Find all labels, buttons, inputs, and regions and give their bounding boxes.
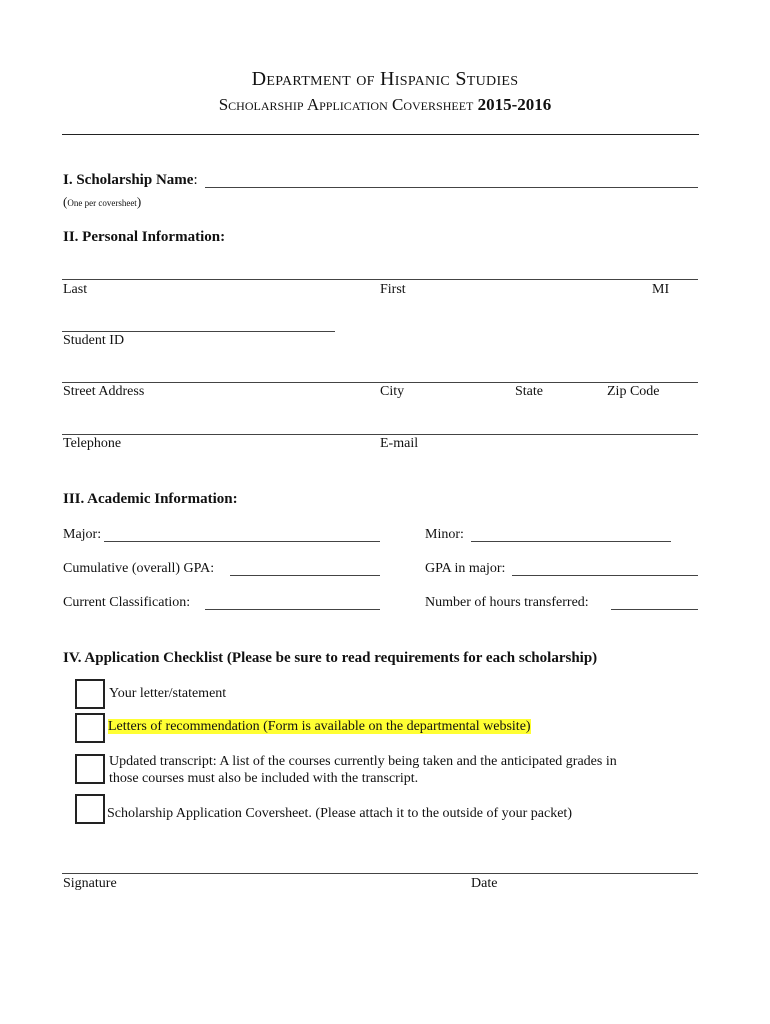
- minor-label: Minor:: [425, 527, 464, 542]
- scholarship-name-colon: :: [193, 172, 198, 188]
- gpa-cumulative-field[interactable]: [230, 575, 380, 576]
- note-text: One per coversheet: [67, 198, 137, 208]
- first-name-label: First: [380, 282, 406, 297]
- state-label: State: [515, 384, 543, 399]
- subtitle-year: 2015-2016: [477, 95, 552, 114]
- scholarship-name-label: [63, 172, 198, 189]
- last-name-label: Last: [63, 282, 88, 297]
- checklist-checkbox-coversheet[interactable]: [75, 794, 105, 824]
- telephone-label: Telephone: [63, 436, 122, 451]
- checklist-checkbox-recommendation[interactable]: [75, 713, 105, 743]
- signature-field[interactable]: [62, 873, 698, 874]
- hours-transferred-field[interactable]: [611, 609, 698, 610]
- city-label: City: [380, 384, 405, 399]
- subtitle-text: Scholarship Application Coversheet: [218, 95, 474, 114]
- name-field[interactable]: [62, 279, 698, 280]
- scholarship-name-note: [63, 194, 141, 210]
- checklist-item-coversheet: Scholarship Application Coversheet. (Please attach it to the outside of your packet): [107, 806, 572, 821]
- scholarship-name-field[interactable]: [205, 187, 698, 188]
- signature-label: Signature: [63, 876, 117, 891]
- header-divider: [62, 134, 699, 135]
- checklist-heading: IV. Application Checklist (Please be sure to read requirements for each scholarship): [63, 650, 598, 666]
- street-address-label: Street Address: [63, 384, 145, 399]
- academic-info-heading: III. Academic Information:: [63, 491, 238, 507]
- hours-transferred-label: Number of hours transferred:: [425, 595, 589, 610]
- student-id-label: Student ID: [63, 333, 125, 348]
- checklist-item-transcript-line2: those courses must also be included with the transcript.: [109, 771, 419, 786]
- major-label: Major:: [63, 527, 102, 542]
- personal-info-heading: II. Personal Information:: [63, 229, 226, 245]
- contact-field[interactable]: [62, 434, 698, 435]
- scholarship-name-label-text: I. Scholarship Name: [63, 172, 194, 188]
- address-field[interactable]: [62, 382, 698, 383]
- checklist-item-recommendation: [108, 719, 531, 735]
- checklist-item-transcript-line1: Updated transcript: A list of the courses currently being taken and the anticipated grades in: [109, 754, 617, 769]
- gpa-cumulative-label: Cumulative (overall) GPA:: [63, 561, 215, 576]
- checklist-checkbox-transcript[interactable]: [75, 754, 105, 784]
- page-subtitle: [0, 95, 770, 115]
- classification-label: Current Classification:: [63, 595, 191, 610]
- middle-initial-label: MI: [652, 282, 670, 297]
- classification-field[interactable]: [205, 609, 380, 610]
- checklist-item-letter: Your letter/statement: [109, 686, 227, 701]
- note-close-paren: ): [136, 194, 142, 209]
- zip-code-label: Zip Code: [607, 384, 660, 399]
- minor-field[interactable]: [471, 541, 671, 542]
- page-title: Department of Hispanic Studies: [251, 68, 519, 90]
- recommendation-highlight-text: Letters of recommendation (Form is available on the departmental website): [108, 719, 531, 734]
- checklist-checkbox-letter[interactable]: [75, 679, 105, 709]
- student-id-field[interactable]: [62, 331, 335, 332]
- gpa-major-label: GPA in major:: [425, 561, 506, 576]
- gpa-major-field[interactable]: [512, 575, 698, 576]
- date-label: Date: [471, 876, 498, 891]
- note-open-paren: (: [63, 194, 68, 209]
- major-field[interactable]: [104, 541, 380, 542]
- email-label: E-mail: [380, 436, 419, 451]
